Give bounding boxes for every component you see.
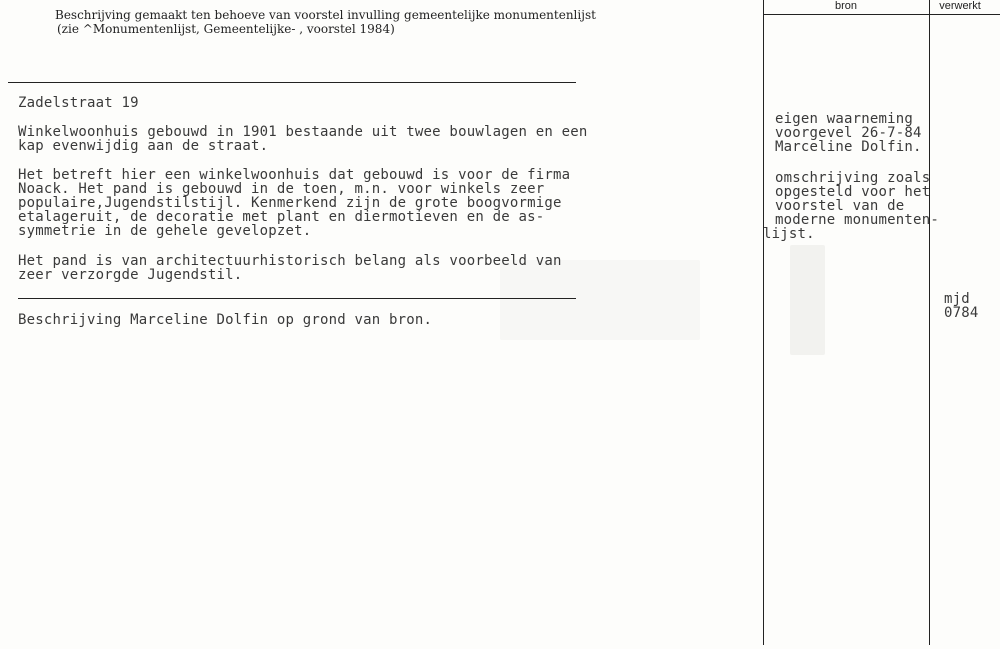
verwerkt-note — [944, 292, 979, 320]
text-line: moderne monumenten- — [775, 212, 939, 228]
document-header — [55, 8, 596, 36]
text-line: kap evenwijdig aan de straat. — [18, 138, 269, 154]
address-heading: Zadelstraat 19 — [18, 95, 139, 111]
header-line-2: (zie ^Monumentenlijst, Gemeentelijke- , voorstel 1984) — [57, 22, 395, 36]
paragraph-significance — [18, 254, 562, 282]
bron-note-observation — [775, 112, 922, 154]
processed-initials: mjd — [944, 291, 970, 307]
text-line: lijst. — [763, 226, 815, 242]
text-line: eigen waarneming — [775, 111, 914, 127]
section-rule-top — [8, 82, 576, 83]
column-head-bron: bron — [834, 0, 858, 12]
text-line: Winkelwoonhuis gebouwd in 1901 bestaande uit twee bouwlagen en een — [18, 124, 588, 140]
bleed-through-mark — [790, 245, 825, 355]
paragraph-description — [18, 125, 588, 153]
text-line: Het pand is van architectuurhistorisch belang als voorbeeld van — [18, 253, 562, 269]
text-line: zeer verzorgde Jugendstil. — [18, 267, 243, 283]
text-line: Noack. Het pand is gebouwd in de toen, m.n. voor winkels zeer — [18, 181, 545, 197]
column-head-verwerkt: verwerkt — [939, 0, 981, 12]
text-line: Het betreft hier een winkelwoonhuis dat gebouwd is voor de firma — [18, 167, 571, 183]
text-line: omschrijving zoals — [775, 170, 931, 186]
header-line-1: Beschrijving gemaakt ten behoeve van voorstel invulling gemeentelijke monumentenlijst — [55, 8, 596, 22]
column-rule-left — [763, 0, 764, 645]
processed-date: 0784 — [944, 305, 979, 321]
text-line: etalageruit, de decoratie met plant en diermotieven en de as- — [18, 209, 545, 225]
text-line: voorstel van de — [775, 198, 905, 214]
bron-note-description — [763, 170, 939, 242]
section-rule-bottom — [18, 298, 576, 299]
text-line: symmetrie in de gehele gevelopzet. — [18, 223, 312, 239]
description-source-note: Beschrijving Marceline Dolfin op grond van bron. — [18, 312, 433, 328]
text-line: opgesteld voor het — [775, 184, 931, 200]
text-line: voorgevel 26-7-84 — [775, 125, 922, 141]
column-head-rule — [763, 14, 1000, 15]
text-line: populaire,Jugendstilstijl. Kenmerkend zijn de grote boogvormige — [18, 195, 562, 211]
column-rule-middle — [929, 0, 930, 645]
paragraph-history — [18, 168, 570, 238]
text-line: Marceline Dolfin. — [775, 139, 922, 155]
